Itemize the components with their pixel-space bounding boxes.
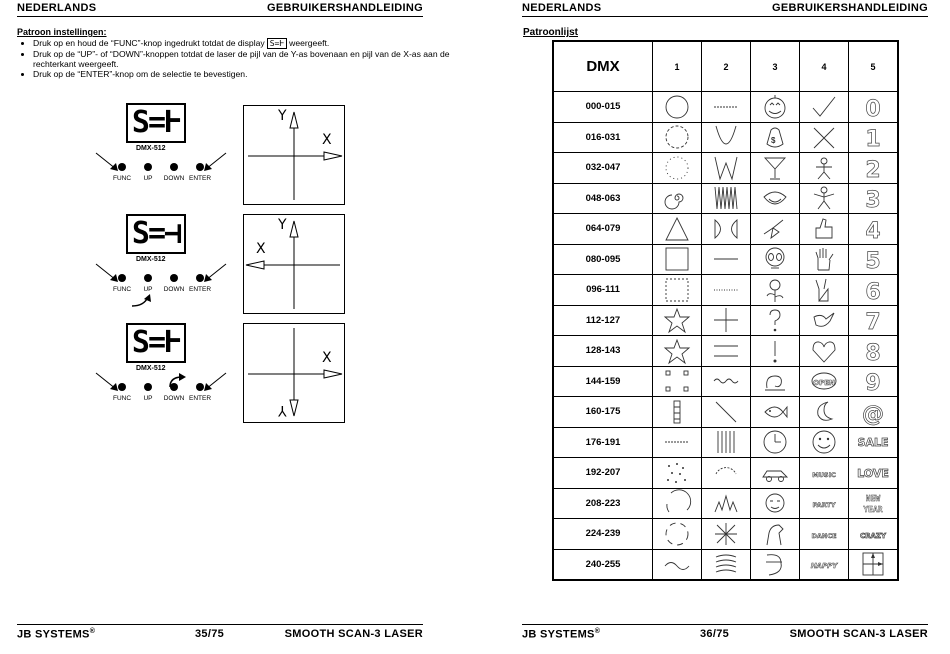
svg-text:1: 1	[865, 127, 881, 153]
pattern-cell	[653, 549, 702, 580]
pattern-check-mark-icon	[810, 94, 838, 120]
up-label: UP	[143, 286, 153, 293]
pattern-5-icon	[859, 246, 887, 275]
inline-display-icon: S=Ⱶ	[267, 38, 287, 49]
pattern-dancer-icon	[810, 185, 838, 211]
pattern-cell	[653, 519, 702, 550]
pattern-cell	[849, 519, 899, 550]
axis-lines-icon	[244, 215, 344, 313]
axis-diagram-2	[243, 214, 345, 314]
axis-diagram-1	[243, 105, 345, 205]
pattern-9-icon	[859, 368, 887, 397]
pattern-smiley-icon	[810, 429, 838, 455]
controller-diagram-2	[92, 214, 232, 306]
table-row	[553, 92, 898, 123]
pattern-peace-hand-icon	[810, 277, 838, 303]
pattern---icon	[859, 399, 887, 425]
pattern-cell	[849, 153, 899, 184]
pattern-cross-icon	[712, 307, 740, 333]
pattern-0-icon	[859, 94, 887, 120]
pattern-alien-icon	[761, 246, 789, 272]
enter-label: ENTER	[188, 286, 212, 293]
pattern-table-body	[553, 92, 898, 581]
y-axis-label: Y	[278, 402, 287, 418]
pattern-cell	[751, 427, 800, 458]
right-footer-rule	[522, 624, 928, 625]
pattern-x-mark-icon	[810, 124, 838, 150]
curved-arrow-icon	[130, 294, 154, 308]
pattern-dashed-circle-icon	[663, 124, 691, 150]
pattern-spiral-icon	[663, 185, 691, 211]
left-footer-brand: JB SYSTEMS®	[17, 628, 96, 641]
dmx-range-cell: 016-031	[553, 122, 653, 153]
pattern-dotted-line-icon	[663, 429, 691, 455]
pattern-cell	[751, 92, 800, 123]
dmx-range-cell: 080-095	[553, 244, 653, 275]
func-button	[118, 163, 126, 171]
func-label: FUNC	[112, 395, 132, 402]
pattern-open-hand-icon	[810, 246, 838, 272]
model-label: DMX-512	[136, 365, 166, 372]
pattern-cell	[751, 214, 800, 245]
pattern-cell	[849, 122, 899, 153]
pattern-dance-icon	[810, 521, 838, 547]
column-header: 1	[653, 41, 702, 92]
svg-text:@: @	[862, 401, 884, 427]
pattern-3-icon	[859, 185, 887, 214]
dmx-range-cell: 224-239	[553, 519, 653, 550]
dmx-range-cell: 144-159	[553, 366, 653, 397]
pattern-cell	[653, 122, 702, 153]
pattern-star-burst-icon	[712, 521, 740, 547]
pattern-6-icon	[859, 277, 887, 303]
pattern-cell	[849, 275, 899, 306]
pattern-cell	[653, 183, 702, 214]
pattern-cell	[702, 519, 751, 550]
pattern-cell	[702, 122, 751, 153]
instruction-item: • Druk op de “ENTER”-knop om de selectie te bevestigen.	[33, 69, 453, 79]
right-section-title: Patroonlijst	[523, 27, 579, 38]
up-button	[144, 163, 152, 171]
pattern-table-header	[553, 41, 898, 92]
func-label: FUNC	[112, 175, 132, 182]
pattern-cell	[653, 275, 702, 306]
right-footer-product: SMOOTH SCAN-3 LASER	[789, 628, 928, 640]
dmx-range-cell: 240-255	[553, 549, 653, 580]
up-button	[144, 383, 152, 391]
pattern-dove-icon	[810, 307, 838, 333]
svg-text:5: 5	[865, 249, 881, 275]
pattern-cell	[800, 549, 849, 580]
pattern-cell	[702, 366, 751, 397]
svg-text:0: 0	[865, 96, 881, 122]
pattern-open-icon	[810, 368, 838, 394]
pattern-cell	[702, 92, 751, 123]
dmx-range-cell: 064-079	[553, 214, 653, 245]
pattern-2-icon	[859, 155, 887, 181]
pattern-sale-icon	[859, 429, 887, 455]
lcd-display: S=Ⱶ	[126, 323, 186, 363]
left-footer-product: SMOOTH SCAN-3 LASER	[284, 628, 423, 640]
pattern-vertical-lines-icon	[712, 429, 740, 455]
column-header: 3	[751, 41, 800, 92]
pattern-exclamation-mark-icon	[761, 338, 789, 364]
pattern-arc-icon	[712, 460, 740, 486]
pattern-cell	[751, 275, 800, 306]
pattern-face-icon	[761, 490, 789, 516]
pattern-music-icon	[810, 460, 838, 486]
pattern-cell	[653, 427, 702, 458]
table-row	[553, 458, 898, 489]
pattern-cell	[849, 244, 899, 275]
table-row	[553, 427, 898, 458]
pattern-cell	[849, 305, 899, 336]
pattern-triangle-icon	[663, 216, 691, 242]
right-footer-brand: JB SYSTEMS®	[522, 628, 601, 641]
axis-lines-icon	[244, 324, 344, 422]
pattern-dashed-square-icon	[663, 277, 691, 303]
table-row	[553, 305, 898, 336]
pattern-corner-dots-icon	[663, 368, 691, 394]
pattern-clock-icon	[761, 429, 789, 455]
pattern-cell	[751, 366, 800, 397]
pattern-car-icon	[761, 460, 789, 486]
svg-text:4: 4	[865, 218, 881, 244]
pattern-cell	[751, 336, 800, 367]
pattern-star-outline-icon	[663, 307, 691, 333]
dmx-range-cell: 096-111	[553, 275, 653, 306]
pattern-vertical-bar-icon	[663, 399, 691, 425]
table-row	[553, 275, 898, 306]
instruction-list	[17, 38, 453, 79]
pattern-cell	[751, 153, 800, 184]
pattern-happy-icon	[810, 551, 838, 577]
pattern-cell	[800, 519, 849, 550]
pattern-cell	[702, 427, 751, 458]
svg-text:CRAZY: CRAZY	[859, 531, 887, 540]
pattern-cell	[800, 183, 849, 214]
pattern-8-icon	[859, 338, 887, 364]
pattern-cell	[849, 214, 899, 245]
table-row	[553, 153, 898, 184]
svg-text:LOVE: LOVE	[857, 466, 889, 480]
table-row	[553, 122, 898, 153]
pattern-line-icon	[712, 246, 740, 272]
pattern-w-curve-icon	[712, 155, 740, 181]
pattern-cell	[849, 488, 899, 519]
up-label: UP	[143, 395, 153, 402]
pattern-burst-icon	[712, 490, 740, 516]
pattern-cell	[849, 549, 899, 580]
svg-text:MUSIC: MUSIC	[812, 470, 836, 479]
pattern-cell	[751, 305, 800, 336]
pattern-wave-icon	[712, 368, 740, 394]
instruction-item: • Druk op en houd de “FUNC”-knop ingedrukt totdat de display S=Ⱶ weergeeft.	[33, 38, 453, 49]
svg-text:$: $	[771, 136, 776, 146]
pattern-cell	[800, 275, 849, 306]
right-header-language: NEDERLANDS	[522, 2, 602, 14]
axis-lines-icon	[244, 106, 344, 204]
pattern-cell	[702, 214, 751, 245]
pattern-snail-icon	[761, 368, 789, 394]
pattern-cell	[849, 427, 899, 458]
pattern-cell	[751, 458, 800, 489]
pattern-lips-icon	[761, 185, 789, 211]
table-row	[553, 214, 898, 245]
x-axis-label: X	[322, 132, 332, 148]
pattern-cell	[800, 427, 849, 458]
table-row	[553, 244, 898, 275]
pattern-dotted-line-icon	[712, 277, 740, 303]
pattern-cell	[702, 488, 751, 519]
axis-diagram-3	[243, 323, 345, 423]
pattern-7-icon	[859, 307, 887, 336]
table-row	[553, 519, 898, 550]
pattern-cell	[849, 92, 899, 123]
pattern-cell	[800, 153, 849, 184]
lcd-display: S=Ⱶ	[126, 103, 186, 143]
table-row	[553, 183, 898, 214]
pattern-question-mark-icon	[761, 307, 789, 333]
column-header: 2	[702, 41, 751, 92]
pattern-love-icon	[859, 460, 887, 486]
y-axis-label: Y	[278, 108, 287, 124]
pattern-cell	[702, 183, 751, 214]
pattern-cell	[800, 488, 849, 519]
func-button	[118, 274, 126, 282]
enter-button	[196, 383, 204, 391]
pattern-cell	[849, 458, 899, 489]
pattern-dashed-line-icon	[712, 94, 740, 120]
enter-button	[196, 274, 204, 282]
instruction-item: • Druk op de “UP”- of “DOWN”-knoppen totdat de laser de pijl van de Y-as bovenaan en pijl van de X-as aan de rechterkant weergeeft.	[33, 49, 453, 69]
pattern-crazy-icon	[859, 521, 887, 547]
svg-text:6: 6	[865, 279, 881, 305]
left-header-rule	[17, 16, 423, 17]
func-label: FUNC	[112, 286, 132, 293]
dmx-range-cell: 048-063	[553, 183, 653, 214]
left-footer-rule	[17, 624, 423, 625]
pattern-cell	[702, 275, 751, 306]
pattern-wave-icon	[663, 551, 691, 577]
pattern-cell	[653, 153, 702, 184]
pattern-table	[552, 40, 899, 581]
right-header-title: GEBRUIKERSHANDLEIDING	[771, 2, 928, 14]
dmx-range-cell: 032-047	[553, 153, 653, 184]
pattern-dashed-circle-icon	[663, 521, 691, 547]
x-axis-label: X	[256, 241, 266, 257]
table-row	[553, 336, 898, 367]
dmx-range-cell: 176-191	[553, 427, 653, 458]
pattern-cell	[751, 183, 800, 214]
pattern-cell	[800, 336, 849, 367]
pattern-cell	[702, 397, 751, 428]
pattern-cell	[800, 366, 849, 397]
table-row	[553, 549, 898, 580]
pattern-cell	[653, 366, 702, 397]
pattern-arc-icon	[663, 490, 691, 516]
svg-text:SALE: SALE	[857, 436, 889, 450]
enter-button	[196, 163, 204, 171]
right-header-rule	[522, 16, 928, 17]
pattern-cell	[751, 519, 800, 550]
pattern-party-icon	[810, 490, 838, 516]
left-section-title: Patroon instellingen:	[17, 27, 107, 37]
enter-label: ENTER	[188, 395, 212, 402]
right-footer-page-number: 36/75	[700, 628, 730, 640]
model-label: DMX-512	[136, 145, 166, 152]
pattern-cell	[702, 305, 751, 336]
pattern-zigzag-icon	[712, 185, 740, 211]
svg-text:HAPPY: HAPPY	[810, 562, 838, 571]
pattern-cell	[800, 122, 849, 153]
lcd-display: S=⊣	[126, 214, 186, 254]
svg-text:OPEN: OPEN	[813, 379, 835, 388]
dmx-range-cell: 160-175	[553, 397, 653, 428]
svg-text:DANCE: DANCE	[811, 531, 837, 540]
pattern-hand-pointing-icon	[761, 216, 789, 242]
pattern-new-year-icon	[859, 490, 887, 516]
pattern-dotted-circle-icon	[663, 155, 691, 181]
x-axis-label: X	[322, 350, 332, 366]
pattern-cell	[751, 244, 800, 275]
pattern-cell	[751, 122, 800, 153]
svg-text:8: 8	[865, 340, 881, 366]
model-label: DMX-512	[136, 256, 166, 263]
dmx-range-cell: 000-015	[553, 92, 653, 123]
pattern-cell	[653, 488, 702, 519]
controller-diagram-3	[92, 323, 232, 415]
dmx-column-header: DMX	[553, 41, 653, 92]
left-header-language: NEDERLANDS	[17, 2, 97, 14]
table-row	[553, 397, 898, 428]
pattern-wavy-lines-icon	[712, 551, 740, 577]
pattern-cell	[702, 244, 751, 275]
pattern-heart-icon	[810, 338, 838, 364]
pattern-pumpkin-icon	[761, 94, 789, 120]
dmx-range-cell: 192-207	[553, 458, 653, 489]
down-label: DOWN	[163, 175, 185, 182]
up-button	[144, 274, 152, 282]
svg-text:3: 3	[865, 188, 881, 214]
pattern-cell	[800, 92, 849, 123]
pattern-face-profile-icon	[761, 551, 789, 577]
table-row	[553, 488, 898, 519]
column-header: 4	[800, 41, 849, 92]
curved-arrow-icon	[166, 373, 188, 389]
y-axis-label: Y	[278, 217, 287, 233]
pattern-cell	[751, 488, 800, 519]
pattern-cell	[653, 305, 702, 336]
pattern-cell	[849, 397, 899, 428]
pattern-scattered-dots-icon	[663, 460, 691, 486]
pattern-axis-icon	[859, 551, 887, 577]
pattern-bow-icon	[712, 216, 740, 242]
pattern-cell	[702, 458, 751, 489]
table-row	[553, 366, 898, 397]
pattern-cell	[849, 183, 899, 214]
column-header: 5	[849, 41, 899, 92]
pattern-cell	[702, 549, 751, 580]
pattern-cell	[849, 336, 899, 367]
dmx-range-cell: 128-143	[553, 336, 653, 367]
svg-text:PARTY: PARTY	[812, 501, 836, 510]
pattern-star-icon	[663, 338, 691, 364]
pattern-stick-figure-icon	[810, 155, 838, 181]
pattern-v-curve-icon	[712, 124, 740, 150]
svg-text:7: 7	[865, 310, 881, 336]
pattern-cell	[800, 458, 849, 489]
down-label: DOWN	[163, 286, 185, 293]
pattern-cell	[702, 336, 751, 367]
pattern-cell	[702, 153, 751, 184]
pattern-cell	[653, 92, 702, 123]
pattern-money-bag-icon	[761, 124, 789, 150]
pattern-flower-icon	[761, 277, 789, 303]
pattern-cell	[653, 336, 702, 367]
down-button	[170, 163, 178, 171]
pattern-4-icon	[859, 216, 887, 242]
pattern-1-icon	[859, 124, 887, 153]
pattern-square-icon	[663, 246, 691, 272]
pattern-cell	[849, 366, 899, 397]
pattern-diagonal-line-icon	[712, 399, 740, 425]
pattern-circle-icon	[663, 94, 691, 120]
pattern-moon-icon	[810, 399, 838, 425]
svg-text:9: 9	[865, 371, 881, 397]
up-label: UP	[143, 175, 153, 182]
pattern-horse-icon	[761, 521, 789, 547]
pattern-fish-icon	[761, 399, 789, 425]
down-button	[170, 274, 178, 282]
left-footer-page-number: 35/75	[195, 628, 225, 640]
down-label: DOWN	[163, 395, 185, 402]
pattern-cell	[800, 397, 849, 428]
controller-diagram-1	[92, 103, 232, 195]
pattern-cell	[800, 305, 849, 336]
pattern-cell	[653, 244, 702, 275]
pattern-cell	[653, 214, 702, 245]
pattern-cell	[653, 397, 702, 428]
pattern-cell	[751, 549, 800, 580]
dmx-range-cell: 208-223	[553, 488, 653, 519]
pattern-cell	[751, 397, 800, 428]
pattern-cell	[653, 458, 702, 489]
dmx-range-cell: 112-127	[553, 305, 653, 336]
svg-text:2: 2	[865, 157, 881, 183]
left-header-title: GEBRUIKERSHANDLEIDING	[266, 2, 423, 14]
enter-label: ENTER	[188, 175, 212, 182]
func-button	[118, 383, 126, 391]
svg-text:NEW: NEW	[865, 494, 881, 504]
pattern-cell	[800, 244, 849, 275]
svg-text:YEAR: YEAR	[863, 505, 883, 515]
pattern-cocktail-glass-icon	[761, 155, 789, 181]
pattern-cell	[800, 214, 849, 245]
pattern-thumbs-up-icon	[810, 216, 838, 242]
pattern-double-line-icon	[712, 338, 740, 364]
